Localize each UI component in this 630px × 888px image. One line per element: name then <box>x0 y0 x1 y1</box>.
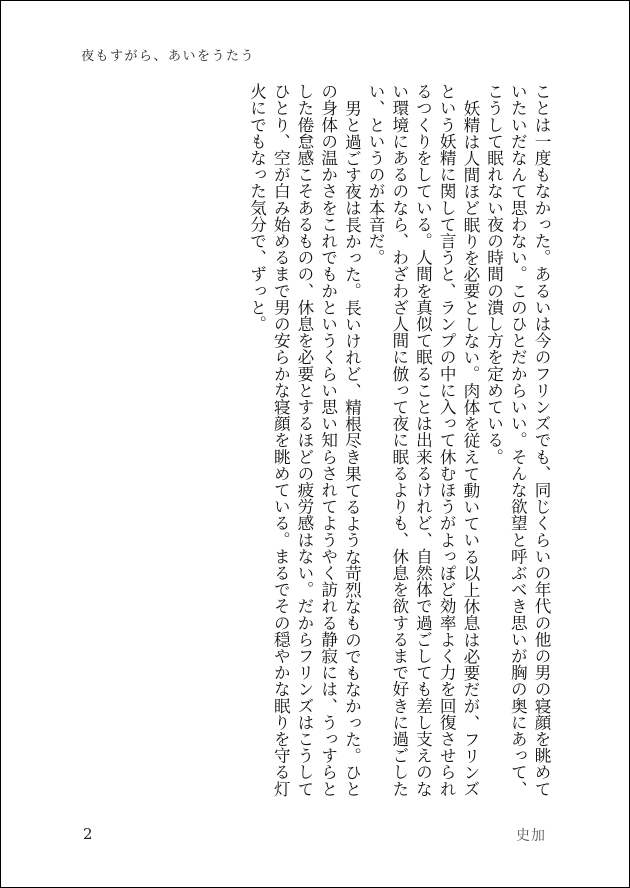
body-text <box>83 83 553 803</box>
paragraph-2: 妖精は人間ほど眠りを必要としない。肉体を従えて動いている以上休息は必要だが、フリンズという妖精に関して言うと、ランプの中に入って休むほうがよっぽど効率よく力を回復させられるつくりをしている。人間を真似て眠ることは出来るけれど、自然体で過ごしても差し支えのない環境にあるのなら、わざわざ人間に倣って夜に眠るよりも、休息を欲するまで好きに過ごしたい、というのが本音だ。 <box>366 83 480 797</box>
page-number: 2 <box>83 825 93 843</box>
author-label: 史加 <box>516 828 546 844</box>
paragraph-1: ことは一度もなかった。あるいは今のフリンズでも、同じくらいの年代の他の男の寝顔を眺めていたいだなんて思わない。このひとだからいい。そんな欲望と呼ぶべき思いが胸の奥にあって、こうして眠れない夜の時間の潰し方を定めている。 <box>484 83 551 797</box>
running-header-title: 夜もすがら、あいをうたう <box>81 49 256 64</box>
paragraph-3: 男と過ごす夜は長かった。長いけれど、精根尽き果てるような苛烈なものでもなかった。ひとの身体の温かさをこれでもかというくらい思い知らされてようやく訪れる静寂には、うっすらとした倦怠感こそあるものの、休息を必要とするほどの疲労感はない。だからフリンズはこうしてひとり、空が白み始めるまで男の安らかな寝顔を眺めている。まるでその穏やかな眠りを守る灯火にでもなった気分で、ずっと。 <box>247 83 362 797</box>
